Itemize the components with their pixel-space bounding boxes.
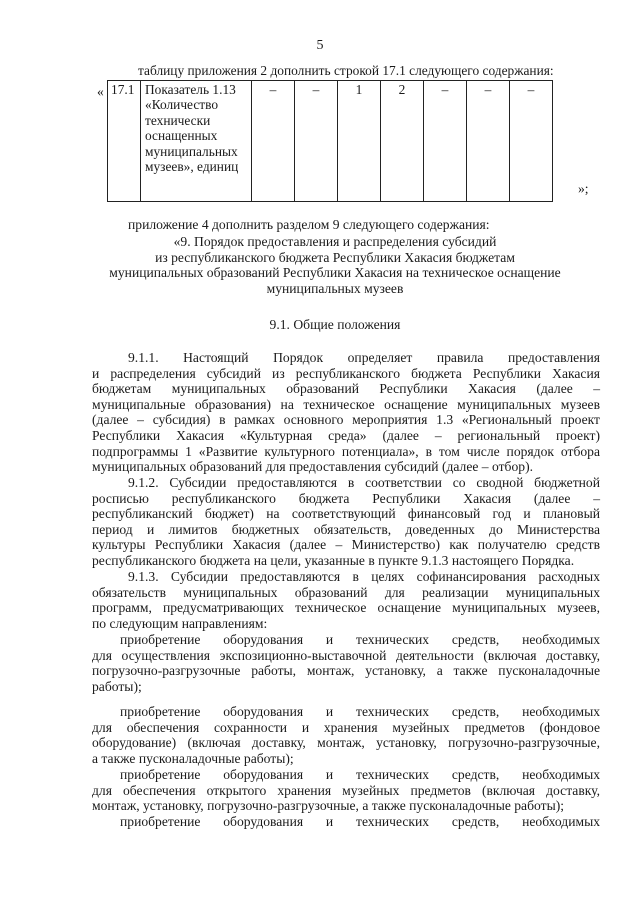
indicator-cell: Показатель 1.13 «Количество технически оснащенных муниципальных музеев», единиц: [141, 81, 252, 202]
paragraph-line: республиканского бюджета на цели, указанные в пункте 9.1.3 настоящего Порядка.: [92, 552, 575, 568]
paragraph-line: росписью республиканского бюджета Республики Хакасия (далее –: [92, 490, 600, 506]
paragraph-line: приобретение оборудования и технических средств, необходимых: [120, 767, 600, 782]
list-item: [92, 704, 600, 766]
paragraph-line: (далее – субсидия) в рамках основного мероприятия 1.3 «Региональный проект: [92, 412, 600, 428]
paragraph-line: муниципальных образований для предоставления субсидий (далее – отбор).: [92, 459, 533, 475]
paragraph-line: погрузочно-разгрузочные работы, монтаж, установку, а также пусконаладочные: [92, 663, 600, 679]
paragraph-line: для осуществления экспозиционно-выставочной деятельности (включая доставку,: [92, 647, 600, 663]
table-row: [108, 81, 553, 202]
paragraph-line: культуры Республики Хакасия (далее – Министерство) как получателю средств: [92, 537, 600, 553]
value-cell: –: [424, 81, 467, 202]
section-title-line: муниципальных музеев: [266, 280, 404, 296]
paragraph-line: для обеспечения открытого хранения музейных предметов (включая доставку,: [92, 782, 600, 798]
section-title-line: «9. Порядок предоставления и распределения субсидий: [173, 234, 497, 249]
closing-quote: »;: [578, 181, 589, 196]
paragraph-line: приобретение оборудования и технических средств, необходимых: [120, 704, 600, 719]
paragraph-line: монтаж, установку, погрузочно-разгрузочные, а также пусконаладочные работы);: [92, 798, 565, 814]
paragraph-line: и распределения субсидий из республиканского бюджета Республики Хакасия: [92, 365, 600, 381]
paragraph-line: программ, предусматривающих техническое оснащение муниципальных музеев,: [92, 600, 600, 616]
value-cell: –: [252, 81, 295, 202]
list-item: [92, 767, 600, 814]
list-item: [92, 814, 600, 830]
paragraph-line: по следующим направлениям:: [92, 615, 268, 631]
paragraph-line: бюджетам муниципальных образований Республики Хакасия (далее –: [92, 381, 600, 397]
value-cell: 1: [338, 81, 381, 202]
value-cell: 2: [381, 81, 424, 202]
section-title-line: из республиканского бюджета Республики Хакасия бюджетам: [155, 249, 515, 265]
paragraph-line: 9.1.2. Субсидии предоставляются в соответствии со сводной бюджетной: [128, 475, 600, 490]
appendix-intro: приложение 4 дополнить разделом 9 следующего содержания:: [128, 217, 490, 232]
paragraph-line: оборудование) (включая доставку, монтаж, установку, погрузочно-разгрузочные,: [92, 735, 600, 751]
section-title-line: муниципальных образований Республики Хакасия на техническое оснащение: [109, 265, 561, 281]
section-title: [70, 234, 600, 296]
intro-text: таблицу приложения 2 дополнить строкой 17.1 следующего содержания:: [138, 63, 554, 78]
paragraph-9-1-2: [92, 475, 600, 569]
paragraph-line: республиканский бюджет) на соответствующий финансовый год и плановый: [92, 506, 600, 522]
paragraph-line: 9.1.1. Настоящий Порядок определяет правила предоставления: [128, 350, 600, 365]
inserted-table: [107, 80, 553, 202]
row-number-cell: 17.1: [108, 81, 141, 202]
paragraph-line: обязательств муниципальных образований для реализации муниципальных: [92, 584, 600, 600]
paragraph-9-1-3: [92, 569, 600, 631]
value-cell: –: [510, 81, 553, 202]
paragraph-line: Республики Хакасия «Культурная среда» (далее – региональный проект): [92, 427, 600, 443]
value-cell: –: [295, 81, 338, 202]
subsection-title: 9.1. Общие положения: [269, 317, 401, 332]
paragraph-line: приобретение оборудования и технических средств, необходимых: [120, 632, 600, 647]
paragraph-9-1-1: [92, 350, 600, 475]
paragraph-line: а также пусконаладочные работы);: [92, 750, 294, 766]
paragraph-line: период и лимитов бюджетных обязательств, доведенных до Министерства: [92, 521, 600, 537]
paragraph-line: 9.1.3. Субсидии предоставляются в целях софинансирования расходных: [128, 569, 600, 584]
page-number: 5: [316, 38, 324, 53]
paragraph-line: работы);: [92, 678, 142, 694]
paragraph-line: для обеспечения сохранности и хранения музейных предметов (фондовое: [92, 719, 600, 735]
paragraph-line: муниципальные образования) на техническое оснащение муниципальных музеев: [92, 396, 600, 412]
opening-quote: «: [97, 84, 104, 99]
list-item: [92, 632, 600, 694]
paragraph-line: приобретение оборудования и технических средств, необходимых: [120, 814, 600, 829]
value-cell: –: [467, 81, 510, 202]
paragraph-line: подпрограммы 1 «Развитие культурного потенциала», в том числе порядок отбора: [92, 443, 600, 459]
